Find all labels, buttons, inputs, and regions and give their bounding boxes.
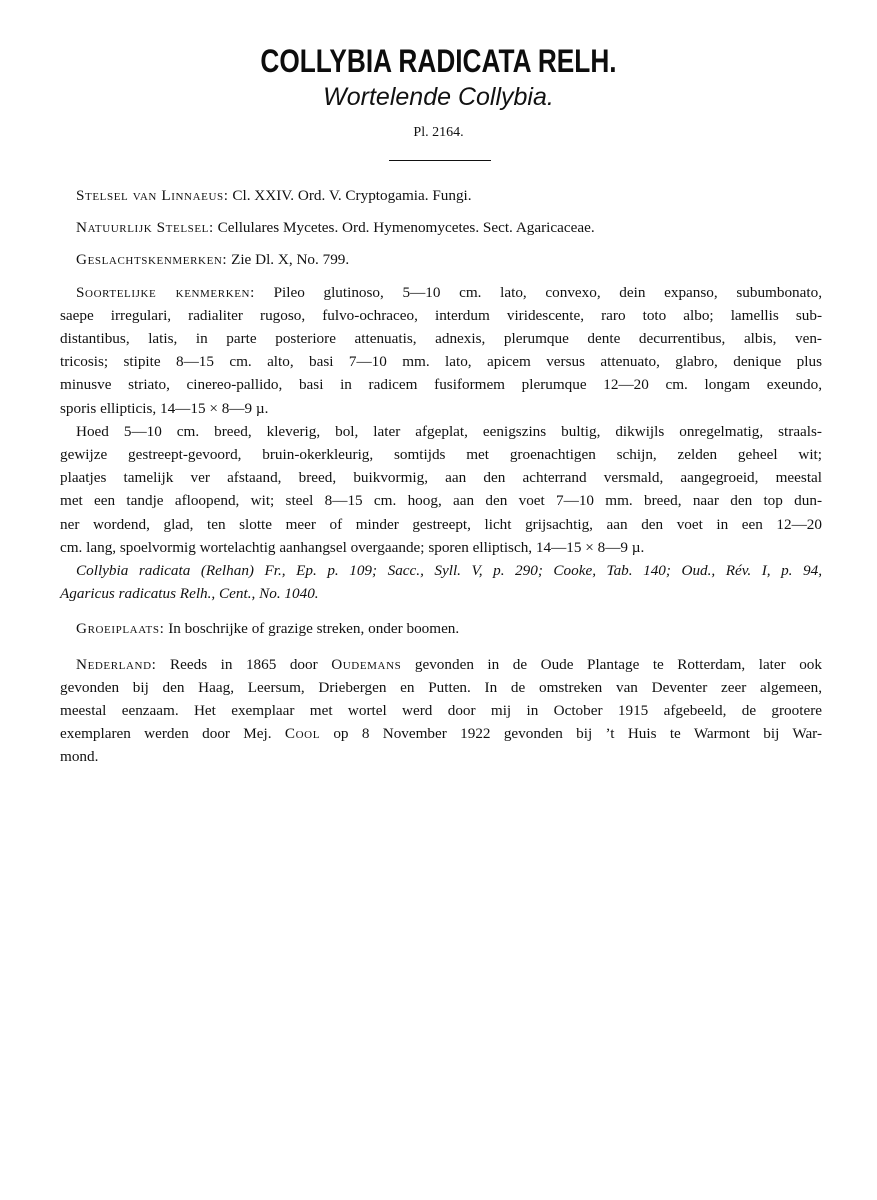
line-text: gevonden in de Oude Plantage te Rotterdam, later ook	[401, 655, 822, 673]
text-line	[60, 653, 822, 676]
reference-line: Collybia radicata (Relhan) Fr., Ep. p. 109; Sacc., Syll. V, p. 290; Cooke, Tab. 140; Oud., Rév. I, p. 94,	[76, 562, 822, 580]
page-header	[0, 42, 877, 142]
page-title: COLLYBIA RADICATA RELH.	[260, 43, 617, 79]
section-natuurlijk-stelsel	[60, 216, 822, 239]
text-line: met een tandje afloopend, wit; steel 8—15 cm. hoog, aan den voet 7—10 mm. breed, naar den top dun-	[60, 492, 822, 510]
plate-number: Pl. 2164.	[413, 125, 464, 140]
section-label: Geslachtskenmerken:	[76, 251, 228, 269]
text-line: gewijze gestreept-gevoord, bruin-okerkleurig, somtijds met groenachtigen schijn, zelden geheel wit;	[60, 446, 822, 464]
person-name: Cool	[284, 725, 321, 743]
text-line: plaatjes tamelijk ver afstaand, breed, buikvormig, aan den achterrand versmald, aangegroeid, meestal	[60, 469, 822, 487]
section-text: Zie Dl. X, No. 799.	[231, 251, 350, 269]
text-line: minusve striato, cinereo-pallido, basi in radicem fusiformem plerumque 12—20 cm. longam exeundo,	[60, 376, 822, 394]
section-text: Cl. XXIV. Ord. V. Cryptogamia. Fungi.	[232, 187, 472, 204]
line-text: Reeds in 1865 door	[169, 655, 332, 673]
text-line	[60, 722, 822, 745]
text-line: meestal eenzaam. Het exemplaar met wortel werd door mij in October 1915 afgebeeld, de grootere	[60, 702, 822, 720]
section-hoed-description	[60, 420, 822, 559]
person-name: Oudemans	[331, 655, 402, 673]
section-text: In boschrijke of grazige streken, onder boomen.	[168, 620, 460, 638]
section-stelsel-linnaeus	[60, 184, 822, 207]
header-divider	[389, 160, 491, 161]
section-nederland	[60, 653, 822, 769]
text-line: distantibus, latis, in parte posteriore attenuatis, adnexis, plerumque dente decurrentibus, albis, ven-	[60, 330, 822, 348]
line-text: op 8 November 1922 gevonden bij ’t Huis te Warmont bij War-	[320, 725, 822, 743]
text-line: Hoed 5—10 cm. breed, kleverig, bol, later afgeplat, eenigszins bultig, dikwijls onregelmatig, straals-	[76, 422, 822, 440]
text-line: tricosis; stipite 8—15 cm. alto, basi 7—10 mm. lato, apicem versus attenuato, glabro, denique plus	[60, 353, 822, 371]
text-line: cm. lang, spoelvormig wortelachtig aanhangsel overgaande; sporen elliptisch, 14—15 × 8—9 µ.	[60, 538, 645, 556]
section-label: Soortelijke kenmerken:	[76, 283, 255, 301]
page-subtitle: Wortelende Collybia.	[323, 83, 554, 111]
description-body	[60, 184, 822, 769]
section-geslachtskenmerken	[60, 248, 822, 271]
text-line: sporis ellipticis, 14—15 × 8—9 µ.	[60, 399, 269, 417]
text-line: gevonden bij den Haag, Leersum, Driebergen en Putten. In de omstreken van Deventer zeer algemeen,	[60, 678, 822, 696]
reference-line: Agaricus radicatus Relh., Cent., No. 1040.	[60, 585, 319, 603]
text-line	[60, 281, 822, 304]
line-text: Pileo glutinoso, 5—10 cm. lato, convexo, dein expanso, subumbonato,	[273, 283, 822, 301]
section-groeiplaats	[60, 617, 822, 640]
section-label: Stelsel van Linnaeus:	[76, 187, 229, 204]
text-line: ner wordend, glad, ten slotte meer of minder gestreept, licht grijsachtig, aan den voet in een 12—20	[60, 515, 822, 533]
text-line: saepe irregulari, radialiter rugoso, fulvo-ochraceo, interdum viridescente, raro toto albo; lamellis sub-	[60, 306, 822, 324]
section-label: Nederland:	[76, 655, 157, 673]
section-references	[60, 559, 822, 605]
text-line: mond.	[60, 748, 99, 766]
section-label: Groeiplaats:	[76, 620, 165, 638]
section-soortelijke-kenmerken	[60, 281, 822, 420]
section-text: Cellulares Mycetes. Ord. Hymenomycetes. Sect. Agaricaceae.	[217, 219, 595, 237]
line-text: exemplaren werden door Mej.	[60, 725, 285, 743]
section-label: Natuurlijk Stelsel:	[76, 219, 214, 237]
